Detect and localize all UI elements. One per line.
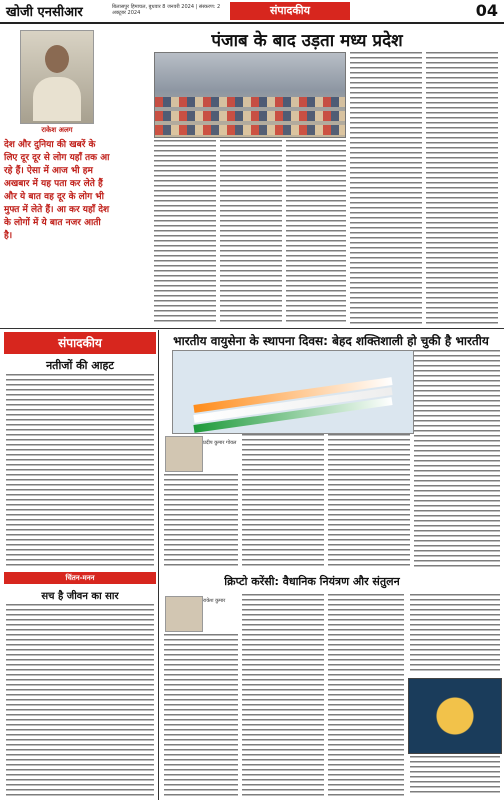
iaf-text-col2	[242, 434, 324, 568]
edition-meta: बिलासपुर हिमाचल, बुधवार 8 जनवरी 2024 | संस्करण: 2 अक्टूबर 2024	[112, 4, 221, 16]
crypto-headline: क्रिप्टो करेंसी: वैधानिक नियंत्रण और संतुलन	[224, 575, 400, 588]
author-quote: देश और दुनिया की खबरें के लिए दूर दूर से लोग यहाँ तक आ रहे हैं। ऐसा में आज भी हम अखबार में यह पता कर लेते हैं और ये बात वह दूर के लोग भी मुफ्त में लेते हैं। आ कर यहाँ देश के लोगों में ये बात नजर आती है।	[4, 140, 110, 241]
crypto-text-col1	[164, 634, 238, 796]
lead-photo	[154, 52, 346, 138]
chintan-text	[6, 604, 154, 796]
chintan-headline: सच है जीवन का सार	[41, 591, 119, 602]
author-portrait	[20, 30, 94, 124]
lead-text-col1	[154, 140, 216, 324]
lead-text-col3	[286, 140, 346, 324]
iaf-photo	[172, 350, 414, 434]
crypto-text-col3	[328, 594, 404, 796]
editorial-text	[6, 374, 154, 568]
lead-text-col4	[350, 52, 422, 324]
crypto-text-col2	[242, 594, 324, 796]
chintan-banner: चिंतन-मनन	[4, 572, 156, 584]
sampadakiya-banner: संपादकीय	[4, 332, 156, 354]
crypto-text-col5	[410, 756, 500, 796]
iaf-author: प्रदीप कुमार गोयल	[203, 440, 237, 446]
newspaper-title: खोजी एनसीआर	[6, 5, 83, 20]
crypto-author: राकेश कुमार	[203, 598, 226, 604]
iaf-headline: भारतीय वायुसेना के स्थापना दिवस: बेहद शक्तिशाली हो चुकी है भारतीय	[173, 334, 489, 348]
iaf-author-photo	[165, 436, 203, 472]
crypto-photo	[408, 678, 502, 754]
page-number: 04	[475, 1, 498, 20]
divider	[0, 328, 504, 329]
crypto-author-photo	[165, 596, 203, 632]
author-column	[4, 26, 110, 326]
section-label: संपादकीय	[230, 2, 350, 20]
lead-story	[114, 26, 500, 326]
author-name: राकेश अलग	[41, 126, 73, 134]
lead-text-col5	[426, 52, 498, 324]
iaf-text-col3	[328, 434, 410, 568]
lead-headline: पंजाब के बाद उड़ता मध्य प्रदेश	[211, 31, 403, 51]
crypto-text-col4	[410, 594, 500, 674]
editorial-headline: नतीजों की आहट	[46, 359, 114, 372]
lead-text-col2	[220, 140, 282, 324]
iaf-text-col4	[414, 350, 500, 568]
divider	[158, 330, 159, 800]
iaf-text-col1	[164, 474, 238, 568]
masthead	[0, 0, 504, 24]
